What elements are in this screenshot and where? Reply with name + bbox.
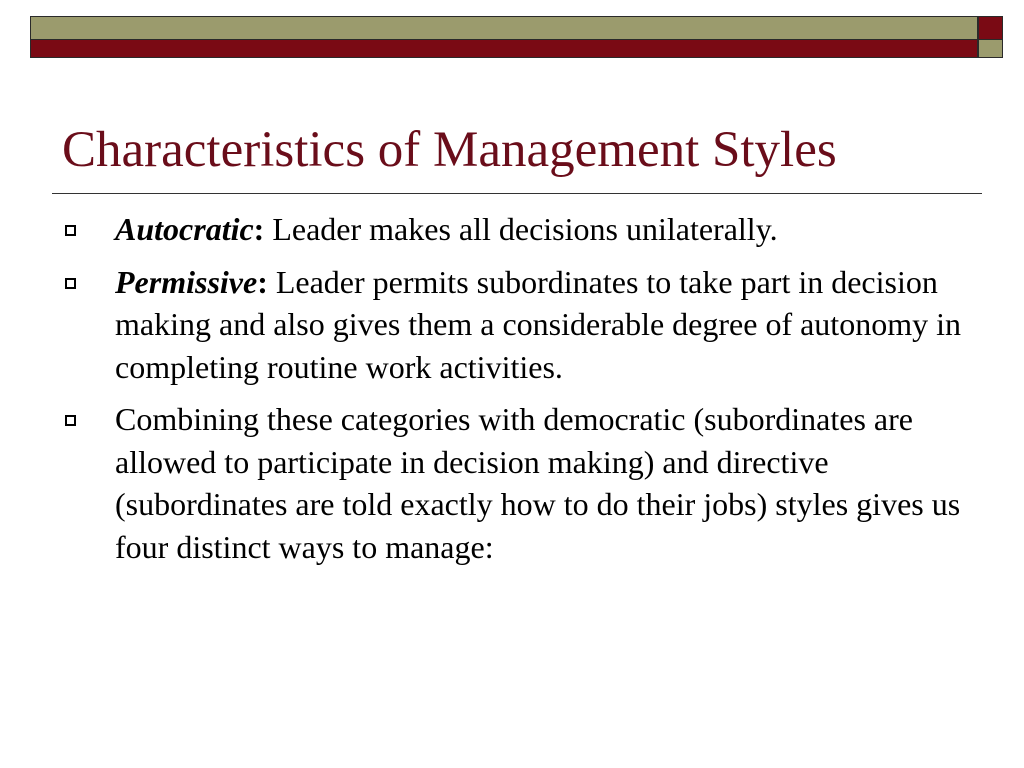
slide-title: Characteristics of Management Styles (62, 122, 837, 178)
bullet-colon: : (257, 263, 268, 300)
bullet-text: Combining these categories with democratic (subordinates are allowed to participate in decision making) and directive (subordinates are told exactly how to do their jobs) styles gives us four distinct ways to manage: (115, 401, 961, 565)
bullet-permissive (62, 261, 962, 389)
hollow-square-icon (65, 225, 76, 236)
header-band-maroon (30, 40, 978, 58)
bullet-text: Leader permits subordinates to take part in decision making and also gives them a considerable degree of autonomy in completing routine work activities. (115, 263, 961, 385)
bullet-term: Autocratic (115, 211, 254, 247)
header-band-olive (30, 16, 978, 40)
title-divider (52, 193, 982, 194)
header-corner-square-maroon (978, 16, 1003, 40)
bullet-text: Leader makes all decisions unilaterally. (264, 211, 778, 247)
bullet-autocratic (62, 208, 962, 251)
bullet-term: Permissive (115, 263, 258, 300)
bullet-list (62, 208, 962, 578)
bullet-combining (62, 398, 962, 568)
hollow-square-icon (65, 415, 76, 426)
bullet-colon: : (253, 211, 265, 247)
header-corner-square-olive (978, 40, 1003, 58)
hollow-square-icon (65, 278, 76, 289)
